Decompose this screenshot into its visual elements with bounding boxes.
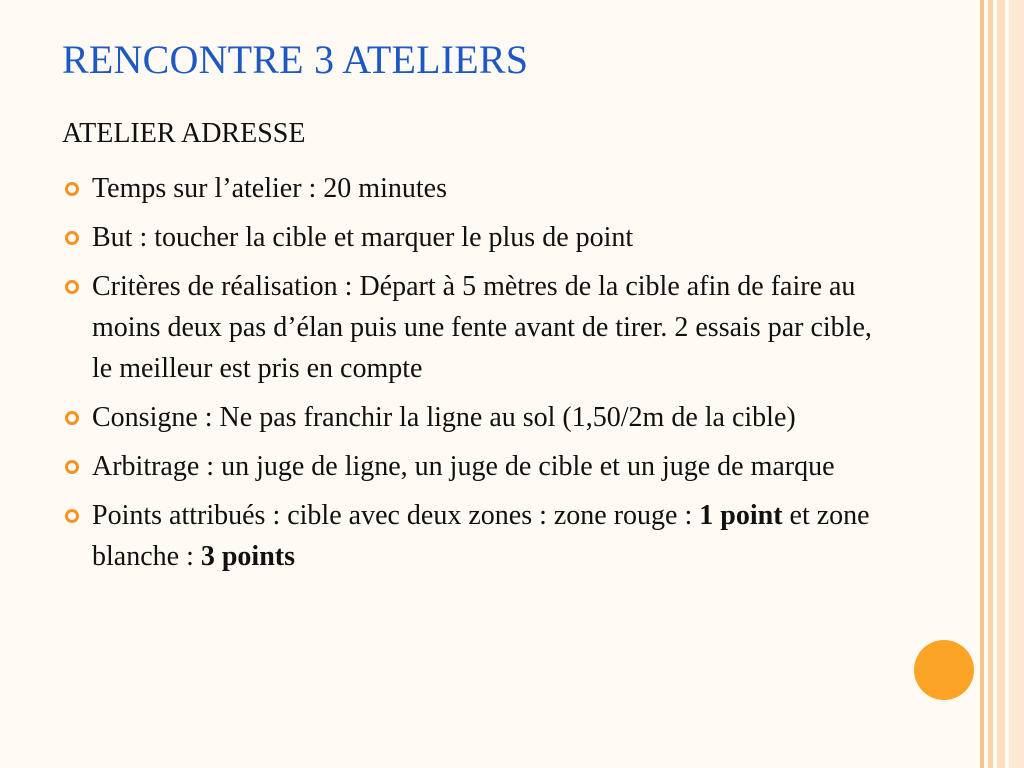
bullet-text: [92, 500, 870, 572]
border-stripe: [997, 0, 1005, 768]
section-heading: ATELIER ADRESSE: [62, 118, 306, 149]
bullet-item: [62, 397, 882, 438]
bullet-text: Critères de réalisation : Départ à 5 mètres de la cible afin de faire au moins deux pas d’élan puis une fente avant de tirer. 2 essais par cible, le meilleur est pris en compte: [92, 271, 872, 384]
ring-bullet-icon: [64, 508, 80, 524]
red-zone-points: 1 point: [699, 500, 783, 531]
bullet-text: Consigne : Ne pas franchir la ligne au sol (1,50/2m de la cible): [92, 402, 796, 433]
bullet-text: But : toucher la cible et marquer le plus de point: [92, 222, 634, 253]
bullet-text: Arbitrage : un juge de ligne, un juge de cible et un juge de marque: [92, 451, 835, 482]
bullet-item: [62, 168, 882, 209]
border-stripe: [988, 0, 993, 768]
slide-title: RENCONTRE 3 ATELIERS: [62, 37, 529, 82]
bullet-text: Temps sur l’atelier : 20 minutes: [92, 173, 447, 204]
bullet-list: [62, 168, 882, 585]
border-stripe: [980, 0, 984, 768]
ring-bullet-icon: [64, 459, 80, 475]
bullet-item: [62, 266, 882, 389]
ring-bullet-icon: [64, 181, 80, 197]
white-zone-points: 3 points: [200, 541, 295, 572]
bullet-item: [62, 495, 882, 577]
ring-bullet-icon: [64, 410, 80, 426]
points-text-start: Points attribués : cible avec deux zones : zone rouge :: [92, 500, 700, 531]
bullet-item: [62, 446, 882, 487]
points-text-middle: et zone blanche :: [92, 500, 870, 572]
border-stripe: [1009, 0, 1024, 768]
ring-bullet-icon: [64, 279, 80, 295]
bullet-item: [62, 217, 882, 258]
ring-bullet-icon: [64, 230, 80, 246]
orange-circle-decoration: [914, 640, 974, 700]
